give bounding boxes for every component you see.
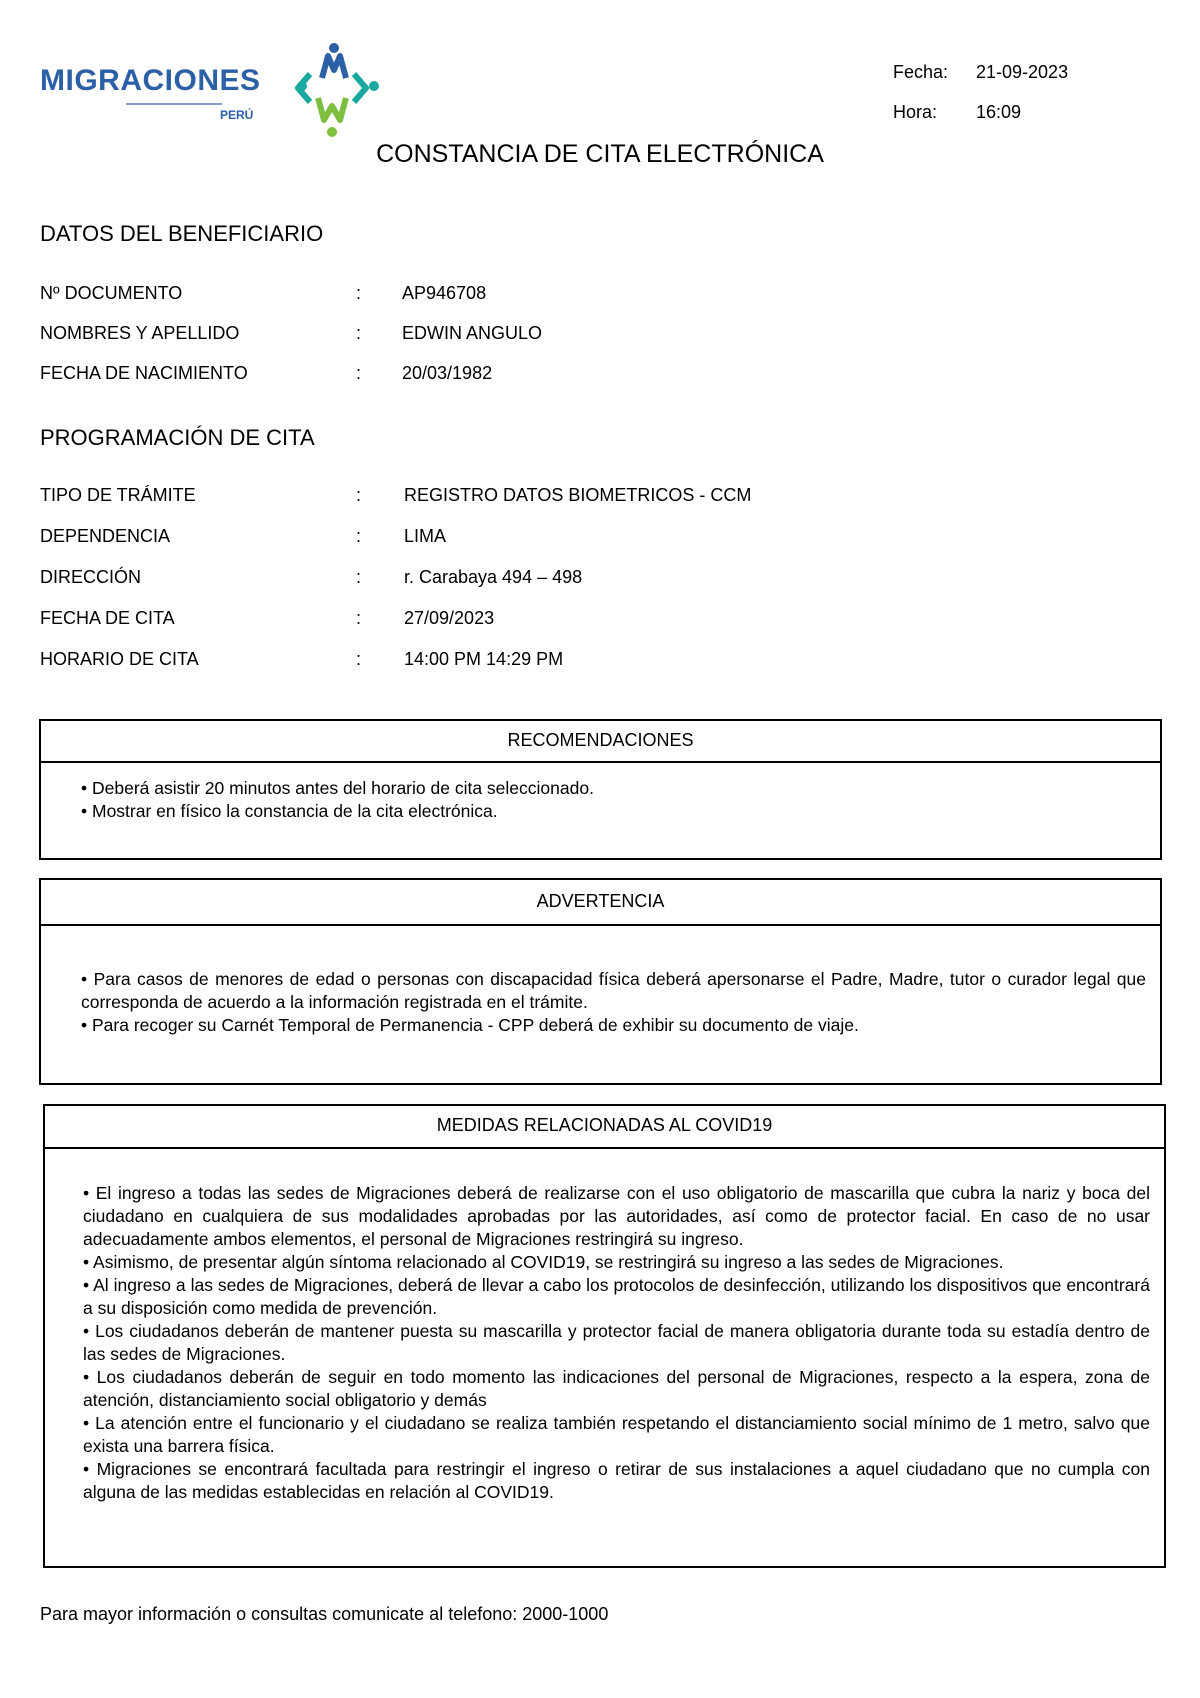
cita-heading: PROGRAMACIÓN DE CITA [40,425,315,450]
logo-wordmark: MIGRACIONES [40,64,261,97]
hora-value: 16:09 [976,102,1022,122]
hora-label: Hora: [893,102,938,122]
row-label: DEPENDENCIA [40,526,171,546]
row-colon: : [356,323,362,343]
row-colon: : [356,363,362,383]
footer-contact: Para mayor información o consultas comunicate al telefono: 2000-1000 [40,1604,609,1624]
nacimiento-row [40,363,1140,387]
row-value: 27/09/2023 [404,608,495,628]
list-item: • Mostrar en físico la constancia de la cita electrónica. [81,801,498,821]
row-colon: : [356,485,362,505]
logo-tagline [126,100,222,110]
row-value: LIMA [404,526,447,546]
list-item: • Los ciudadanos deberán de seguir en todo momento las indicaciones del personal de Migraciones, respecto a la espera, zona de atención, distanciamiento social obligatorio y demás [83,1367,1150,1410]
row-label: FECHA DE CITA [40,608,175,628]
dependencia-row [40,526,1140,550]
list-item: • Al ingreso a las sedes de Migraciones, deberá de llevar a cabo los protocolos de desinfección, utilizando los dispositivos que encontrará a su disposición como medida de prevención. [83,1275,1150,1318]
covid-box [43,1104,1166,1568]
covid-heading: MEDIDAS RELACIONADAS AL COVID19 [45,1106,1164,1149]
advertencia-heading: ADVERTENCIA [41,880,1160,926]
document-title: CONSTANCIA DE CITA ELECTRÓNICA [376,140,824,168]
direccion-row [40,567,1140,591]
horario-cita-row [40,649,1140,673]
list-item: • Para casos de menores de edad o personas con discapacidad física deberá apersonarse el Padre, Madre, tutor o curador legal que corresponda de acuerdo a la información registrada en el trámite. [81,969,1146,1012]
row-value: AP946708 [402,283,487,303]
row-colon: : [356,283,362,303]
row-colon: : [356,526,362,546]
list-item: • Para recoger su Carnét Temporal de Permanencia - CPP deberá de exhibir su documento de viaje. [81,1015,859,1035]
row-colon: : [356,649,362,669]
row-label: FECHA DE NACIMIENTO [40,363,248,383]
logo-country: PERÚ [220,108,254,122]
advertencia-box [39,878,1162,1085]
documento-row [40,283,1140,307]
row-value: REGISTRO DATOS BIOMETRICOS - CCM [404,485,752,505]
fecha-value: 21-09-2023 [976,62,1069,82]
recomendaciones-list [81,777,1146,823]
row-label: NOMBRES Y APELLIDO [40,323,240,343]
row-value: 14:00 PM 14:29 PM [404,649,564,669]
logo-tagline-lettering [126,100,222,108]
beneficiario-heading: DATOS DEL BENEFICIARIO [40,221,324,246]
row-value: 20/03/1982 [402,363,493,383]
recomendaciones-box [39,719,1162,860]
list-item: • La atención entre el funcionario y el ciudadano se realiza también respetando el distanciamiento social mínimo de 1 metro, salvo que exista una barrera física. [83,1413,1150,1456]
advertencia-list [81,968,1146,1037]
nombres-row [40,323,1140,347]
row-label: Nº DOCUMENTO [40,283,183,303]
row-label: TIPO DE TRÁMITE [40,485,196,505]
list-item: • Deberá asistir 20 minutos antes del horario de cita seleccionado. [81,778,594,798]
fecha-cita-row [40,608,1140,632]
list-item: • Asimismo, de presentar algún síntoma relacionado al COVID19, se restringirá su ingreso a las sedes de Migraciones. [83,1252,1004,1272]
row-value: EDWIN ANGULO [402,323,543,343]
row-value: r. Carabaya 494 – 498 [404,567,583,587]
fecha-label: Fecha: [893,62,949,82]
migraciones-logo [40,40,380,140]
row-label: DIRECCIÓN [40,567,142,587]
tipo-tramite-row [40,485,1140,509]
list-item: • Los ciudadanos deberán de mantener puesta su mascarilla y protector facial de manera obligatoria durante toda su estadía dentro de las sedes de Migraciones. [83,1321,1150,1364]
row-label: HORARIO DE CITA [40,649,199,669]
row-colon: : [356,608,362,628]
list-item: • Migraciones se encontrará facultada para restringir el ingreso o retirar de sus instalaciones a aquel ciudadano que no cumpla con alguna de las medidas establecidas en relación al COVID19. [83,1459,1150,1502]
list-item: • El ingreso a todas las sedes de Migraciones deberá de realizarse con el uso obligatorio de mascarilla que cubra la nariz y boca del ciudadano en cualquiera de sus modalidades aprobadas por las autoridades, así como de protector facial. En caso de no usar adecuadamente ambos elementos, el personal de Migraciones restringirá su ingreso. [83,1183,1150,1249]
logo-mark-icon [282,40,382,140]
recomendaciones-heading: RECOMENDACIONES [41,721,1160,763]
row-colon: : [356,567,362,587]
covid-list [83,1182,1150,1504]
